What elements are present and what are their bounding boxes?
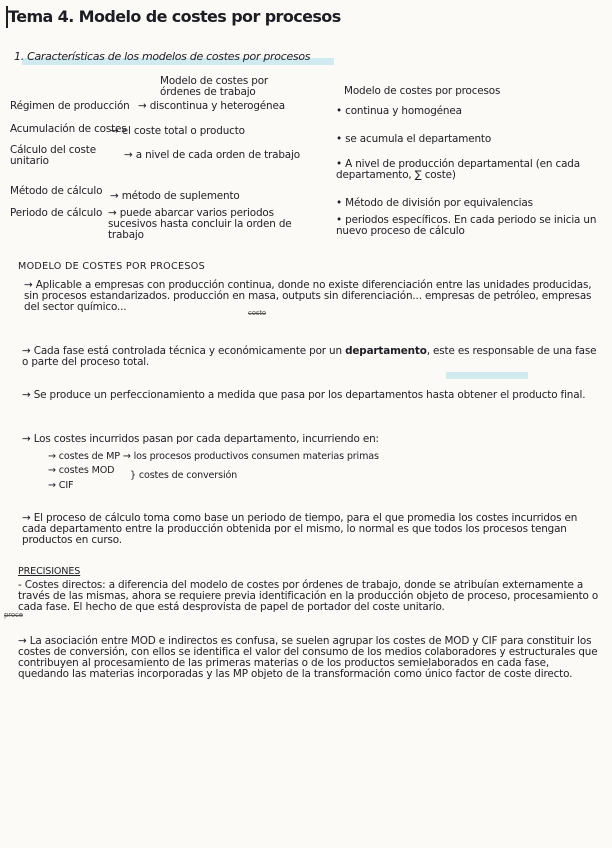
bullet-aplicable: → Aplicable a empresas con producción continua, donde no existe diferenciación entre las unidades producidas, sin procesos estandarizados. producción en masa, outputs sin diferenciación... empresas de petróleo, empresas del sector químico...: [24, 279, 592, 313]
row-label-regimen: Régimen de producción: [10, 100, 130, 112]
row-right-metodo: • Método de división por equivalencias: [336, 197, 533, 209]
row-right-calculo: • A nivel de producción departamental (en cada departamento, ∑ coste): [336, 158, 580, 181]
row-left-metodo: → método de suplemento: [110, 190, 240, 202]
row-label-calculo: Cálculo del coste unitario: [10, 144, 96, 167]
bullet-perfeccionamiento: → Se produce un perfeccionamiento a medida que pasa por los departamentos hasta obtener el producto final.: [22, 389, 586, 401]
row-label-acumulacion: Acumulación de costes: [10, 123, 127, 135]
section3-heading: PRECISIONES: [18, 566, 81, 577]
row-right-regimen: • continua y homogénea: [336, 105, 462, 117]
bullet-departamento-text: → Cada fase está controlada técnica y económicamente por un: [22, 345, 346, 357]
precision-costes-directos: - Costes directos: a diferencia del modelo de costes por órdenes de trabajo, donde se atribuían externamente a través de las mismas, ahora se requiere previa identificación en la producción objeto de proceso, procesamiento o cada fase. El hecho de que está desprovista de papel de portador del coste unitario.: [18, 579, 599, 613]
sub-item-mod: → costes MOD: [48, 465, 115, 476]
bullet-costes-incurridos: → Los costes incurridos pasan por cada departamento, incurriendo en:: [22, 433, 379, 445]
bullet-departamento-rest: , este es responsable de una fase o parte del proceso total.: [22, 345, 597, 368]
bullet-departamento: [22, 346, 602, 368]
sub-item-mp: → costes de MP → los procesos productivos consumen materias primas: [48, 451, 379, 462]
precision-asociacion: → La asociación entre MOD e indirectos es confusa, se suelen agrupar los costes de MOD y CIF para constituir los costes de conversión, con ellos se identifica el valor del consumo de los medios colaboradores y estructurales que contribuyen al procesamiento de las primeras materias o de los productos semielaborados en cada fase, quedando las materias incorporadas y las MP objeto de la transformación como único factor de coste directo.: [18, 635, 598, 680]
row-left-regimen: → discontinua y heterogénea: [138, 100, 285, 112]
page-title: Tema 4. Modelo de costes por procesos: [8, 7, 341, 26]
row-right-acumulacion: • se acumula el departamento: [336, 133, 492, 145]
row-label-periodo: Periodo de cálculo: [10, 207, 103, 219]
col-right-header: Modelo de costes por procesos: [344, 85, 501, 97]
row-left-acumulacion: → el coste total o producto: [110, 125, 245, 137]
col-left-header: Modelo de costes por órdenes de trabajo: [160, 75, 269, 98]
row-label-metodo: Método de cálculo: [10, 185, 103, 197]
keyword-departamento: departamento: [345, 345, 427, 357]
row-right-periodo: • periodos específicos. En cada periodo se inicia un nuevo proceso de cálculo: [336, 214, 597, 237]
brace-note: } costes de conversión: [130, 470, 238, 481]
sub-item-cif: → CIF: [48, 480, 74, 491]
keyword-highlight: [446, 372, 528, 379]
bullet-proceso-calculo: → El proceso de cálculo toma como base un periodo de tiempo, para el que promedia los costes incurridos en cada departamento entre la producción obtenida por el mismo, lo normal es que todos los procesos tengan productos en curso.: [22, 512, 578, 546]
row-left-periodo: → puede abarcar varios periodos sucesivos hasta concluir la orden de trabajo: [108, 207, 292, 241]
row-left-calculo: → a nivel de cada orden de trabajo: [124, 149, 300, 161]
section2-heading: MODELO DE COSTES POR PROCESOS: [18, 261, 206, 272]
section1-heading: 1. Características de los modelos de costes por procesos: [14, 50, 311, 63]
struck-word-2: proce: [4, 611, 23, 619]
struck-word-1: costo: [248, 309, 267, 317]
